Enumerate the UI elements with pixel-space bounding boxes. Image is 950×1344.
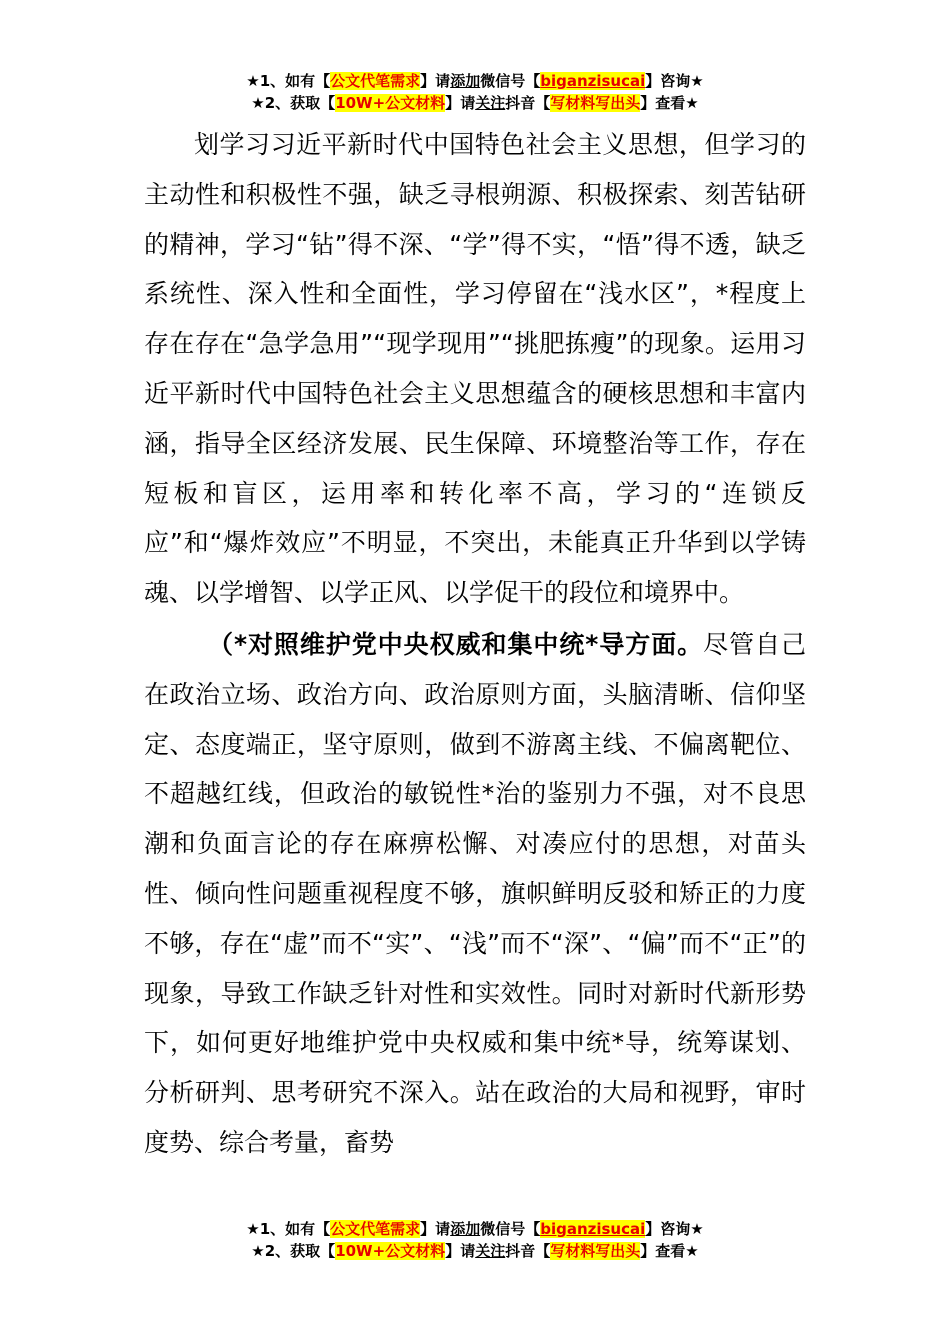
footer-banner-line-2 xyxy=(0,1240,950,1262)
banner-text: 抖音【 xyxy=(505,94,551,112)
banner-text: 抖音【 xyxy=(505,1242,551,1260)
banner-highlight-douyin: 写材料写出头 xyxy=(550,94,641,112)
body-paragraph-1: 划学习习近平新时代中国特色社会主义思想，但学习的主动性和积极性不强，缺乏寻根朔源、积极探索、刻苦钻研的精神，学习“钻”得不深、“学”得不实，“悟”得不透，缺乏系统性、深入性和全面性，学习停留在“浅水区”，*程度上存在存在“急学急用”“现学现用”“挑肥拣瘦”的现象。运用习近平新时代中国特色社会主义思想蕴含的硬核思想和丰富内涵，指导全区经济发展、民生保障、环境整治等工作，存在短板和盲区，运用率和转化率不高，学习的“连锁反应”和“爆炸效应”不明显，不突出，未能真正升华到以学铸魂、以学增智、以学正风、以学促干的段位和境界中。 xyxy=(144,130,806,608)
banner-highlight: 10W+公文材料 xyxy=(335,94,446,112)
banner-underlined-text: 关注 xyxy=(475,1242,506,1260)
header-banner-line-1 xyxy=(0,70,950,92)
banner-text: 】请 xyxy=(445,1242,476,1260)
banner-underlined-text: 添加 xyxy=(450,72,481,90)
banner-highlight-douyin: 写材料写出头 xyxy=(550,1242,641,1260)
section-text: 尽管自己在政治立场、政治方向、政治原则方面，头脑清晰、信仰坚定、态度端正，坚守原则，做到不游离主线、不偏离靶位、不超越红线，但政治的敏锐性*治的鉴别力不强，对不良思潮和负面言论的存在麻痹松懈、对凑应付的思想，对苗头性、倾向性问题重视程度不够，旗帜鲜明反驳和矫正的力度不够，存在“虚”而不“实”、“浅”而不“深”、“偏”而不“正”的现象，导致工作缺乏针对性和实效性。同时对新时代新形势下，如何更好地维护党中央权威和集中统*导，统筹谋划、分析研判、思考研究不深入。站在政治的大局和视野，审时度势、综合考量，畜势 xyxy=(144,629,806,1157)
banner-text: ★2、获取【 xyxy=(251,94,336,112)
banner-text: 】请 xyxy=(420,72,451,90)
body-paragraph-2 xyxy=(144,620,806,1168)
banner-text: ★2、获取【 xyxy=(251,1242,336,1260)
banner-highlight: 公文代笔需求 xyxy=(330,72,421,90)
banner-highlight-wechat-id: biganzisucai xyxy=(540,1220,646,1238)
header-banner-line-2 xyxy=(0,92,950,114)
banner-text: 】查看★ xyxy=(640,1242,699,1260)
banner-text: ★1、如有【 xyxy=(246,72,331,90)
banner-text: 】咨询★ xyxy=(645,1220,704,1238)
header-banner xyxy=(0,70,950,114)
banner-text: ★1、如有【 xyxy=(246,1220,331,1238)
banner-text: 微信号【 xyxy=(480,72,541,90)
banner-underlined-text: 关注 xyxy=(475,94,506,112)
banner-highlight: 公文代笔需求 xyxy=(330,1220,421,1238)
footer-banner xyxy=(0,1218,950,1262)
banner-highlight: 10W+公文材料 xyxy=(335,1242,446,1260)
banner-text: 】咨询★ xyxy=(645,72,704,90)
section-heading: （*对照维护党中央权威和集中统*导方面。 xyxy=(208,629,704,659)
footer-banner-line-1 xyxy=(0,1218,950,1240)
banner-underlined-text: 添加 xyxy=(450,1220,481,1238)
banner-text: 】请 xyxy=(445,94,476,112)
banner-text: 】请 xyxy=(420,1220,451,1238)
banner-highlight-wechat-id: biganzisucai xyxy=(540,72,646,90)
banner-text: 微信号【 xyxy=(480,1220,541,1238)
document-body xyxy=(144,120,806,1168)
banner-text: 】查看★ xyxy=(640,94,699,112)
